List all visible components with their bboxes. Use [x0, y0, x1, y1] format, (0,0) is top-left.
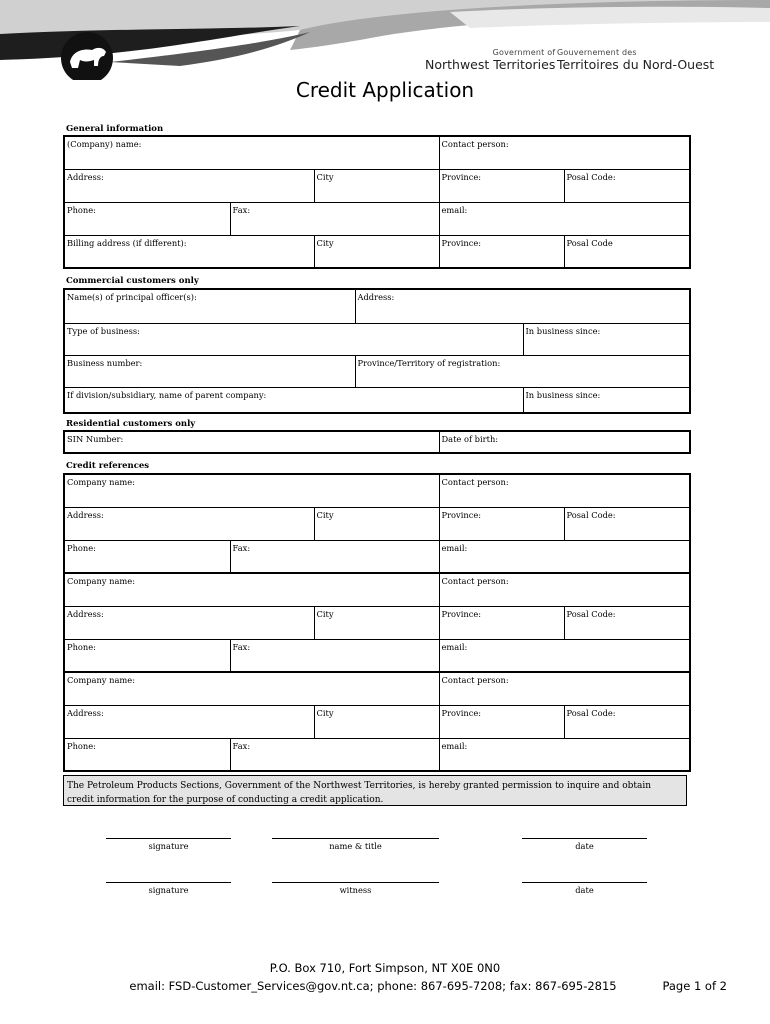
- ref3-email-field[interactable]: email:: [439, 738, 690, 771]
- fax-field[interactable]: Fax:: [230, 202, 439, 235]
- city-field[interactable]: City: [314, 169, 439, 202]
- ref2-address-field[interactable]: Address:: [64, 606, 314, 639]
- references-table: [63, 473, 691, 772]
- ref2-phone-field[interactable]: Phone:: [64, 639, 230, 672]
- ref2-company-field[interactable]: Company name:: [64, 573, 439, 606]
- footer-address: P.O. Box 710, Fort Simpson, NT X0E 0N0: [269, 961, 501, 975]
- gov-fr: [557, 48, 714, 72]
- billing-address-field[interactable]: Billing address (if different):: [64, 235, 314, 268]
- ref1-postal-field[interactable]: Posal Code:: [564, 507, 690, 540]
- page-number: Page 1 of 2: [662, 979, 727, 993]
- ref1-address-field[interactable]: Address:: [64, 507, 314, 540]
- ref2-fax-field[interactable]: Fax:: [230, 639, 439, 672]
- witness-label: witness: [339, 885, 372, 895]
- gov-fr-big: Territoires du Nord-Ouest: [557, 57, 715, 72]
- signature-label-1: signature: [148, 841, 189, 851]
- officer-address-field[interactable]: Address:: [355, 289, 690, 323]
- sin-field[interactable]: SIN Number:: [64, 431, 439, 453]
- permission-line-2: credit information for the purpose of conducting a credit application.: [67, 795, 384, 805]
- billing-province-field[interactable]: Province:: [439, 235, 564, 268]
- ref3-fax-field[interactable]: Fax:: [230, 738, 439, 771]
- type-of-business-field[interactable]: Type of business:: [64, 323, 523, 355]
- general-table: [63, 135, 691, 269]
- ref2-contact-field[interactable]: Contact person:: [439, 573, 690, 606]
- ref1-contact-field[interactable]: Contact person:: [439, 474, 690, 507]
- ref1-email-field[interactable]: email:: [439, 540, 690, 573]
- parent-company-field[interactable]: If division/subsidiary, name of parent company:: [64, 387, 523, 413]
- phone-field[interactable]: Phone:: [64, 202, 230, 235]
- date-label-1: date: [575, 841, 594, 851]
- email-field[interactable]: email:: [439, 202, 690, 235]
- date-label-2: date: [575, 885, 594, 895]
- business-number-field[interactable]: Business number:: [64, 355, 355, 387]
- billing-postal-field[interactable]: Posal Code: [564, 235, 690, 268]
- ref3-company-field[interactable]: Company name:: [64, 672, 439, 705]
- signature-line-1[interactable]: [106, 838, 231, 851]
- company-name-field[interactable]: (Company) name:: [64, 136, 439, 169]
- date-line-1[interactable]: [522, 838, 647, 851]
- general-heading: General information: [66, 124, 164, 134]
- ref1-phone-field[interactable]: Phone:: [64, 540, 230, 573]
- ref1-fax-field[interactable]: Fax:: [230, 540, 439, 573]
- commercial-heading: Commercial customers only: [66, 276, 199, 286]
- ref3-postal-field[interactable]: Posal Code:: [564, 705, 690, 738]
- name-title-line[interactable]: [272, 838, 439, 851]
- contact-person-field[interactable]: Contact person:: [439, 136, 690, 169]
- witness-line[interactable]: [272, 882, 439, 895]
- footer-contact: email: FSD-Customer_Services@gov.nt.ca; phone: 867-695-7208; fax: 867-695-2815: [129, 979, 617, 993]
- signature-line-2[interactable]: [106, 882, 231, 895]
- ref3-address-field[interactable]: Address:: [64, 705, 314, 738]
- ref2-city-field[interactable]: City: [314, 606, 439, 639]
- gov-fr-small: Gouvernement des: [557, 48, 637, 57]
- dob-field[interactable]: Date of birth:: [439, 431, 690, 453]
- in-business-since-field[interactable]: In business since:: [523, 323, 690, 355]
- in-business-since-2-field[interactable]: In business since:: [523, 387, 690, 413]
- permission-line-1: The Petroleum Products Sections, Government of the Northwest Territories, is hereby granted permission to inquire and obtain: [67, 781, 652, 791]
- ref3-city-field[interactable]: City: [314, 705, 439, 738]
- province-field[interactable]: Province:: [439, 169, 564, 202]
- ref3-province-field[interactable]: Province:: [439, 705, 564, 738]
- residential-table: [63, 430, 691, 454]
- postal-code-field[interactable]: Posal Code:: [564, 169, 690, 202]
- billing-city-field[interactable]: City: [314, 235, 439, 268]
- ref3-phone-field[interactable]: Phone:: [64, 738, 230, 771]
- page-title: Credit Application: [295, 78, 475, 102]
- date-line-2[interactable]: [522, 882, 647, 895]
- province-registration-field[interactable]: Province/Territory of registration:: [355, 355, 690, 387]
- signature-label-2: signature: [148, 885, 189, 895]
- gov-en: [425, 48, 555, 72]
- ref2-province-field[interactable]: Province:: [439, 606, 564, 639]
- gov-en-small: Government of: [492, 48, 556, 57]
- permission-statement: [63, 775, 687, 806]
- ref1-city-field[interactable]: City: [314, 507, 439, 540]
- ref2-email-field[interactable]: email:: [439, 639, 690, 672]
- gov-en-big: Northwest Territories: [425, 57, 556, 72]
- principal-officers-field[interactable]: Name(s) of principal officer(s):: [64, 289, 355, 323]
- ref2-postal-field[interactable]: Posal Code:: [564, 606, 690, 639]
- residential-heading: Residential customers only: [66, 419, 196, 429]
- ref3-contact-field[interactable]: Contact person:: [439, 672, 690, 705]
- ref1-company-field[interactable]: Company name:: [64, 474, 439, 507]
- address-field[interactable]: Address:: [64, 169, 314, 202]
- name-title-label: name & title: [329, 841, 382, 851]
- commercial-table: [63, 288, 691, 414]
- references-heading: Credit references: [66, 461, 150, 471]
- ref1-province-field[interactable]: Province:: [439, 507, 564, 540]
